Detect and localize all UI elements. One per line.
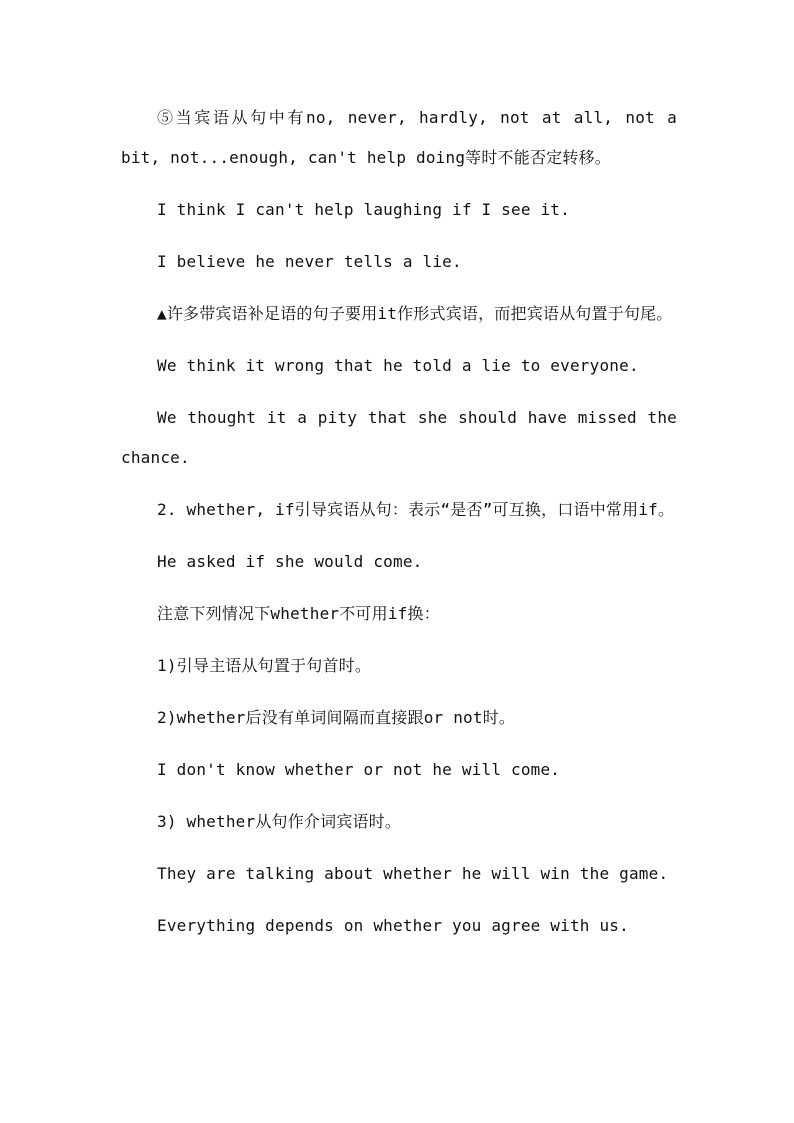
document-body (121, 98, 677, 958)
example-sentence: They are talking about whether he will win the game. (157, 864, 669, 883)
example-sentence: We think it wrong that he told a lie to everyone. (157, 356, 639, 375)
paragraph-negation-transfer-rule: ⑤当宾语从句中有no, never, hardly, not at all, not a bit, not...enough, can't help doing等时不能否定转移。 (121, 108, 677, 167)
rule-item: 1)引导主语从句置于句首时。 (157, 656, 372, 675)
example-sentence: He asked if she would come. (157, 552, 423, 571)
note-heading: 注意下列情况下whether不可用if换： (157, 604, 440, 623)
paragraph-formal-object-rule: ▲许多带宾语补足语的句子要用it作形式宾语，而把宾语从句置于句尾。 (157, 304, 673, 323)
example-sentence: I don't know whether or not he will come. (157, 760, 561, 779)
example-sentence: I think I can't help laughing if I see it. (157, 200, 570, 219)
example-sentence: We thought it a pity that she should have missed the chance. (121, 408, 677, 467)
example-sentence: I believe he never tells a lie. (157, 252, 462, 271)
rule-item: 3) whether从句作介词宾语时。 (157, 812, 402, 831)
paragraph-whether-if-rule: 2. whether, if引导宾语从句：表示“是否”可互换，口语中常用if。 (157, 500, 675, 519)
example-sentence: Everything depends on whether you agree with us. (157, 916, 629, 935)
rule-item: 2)whether后没有单词间隔而直接跟or not时。 (157, 708, 516, 727)
